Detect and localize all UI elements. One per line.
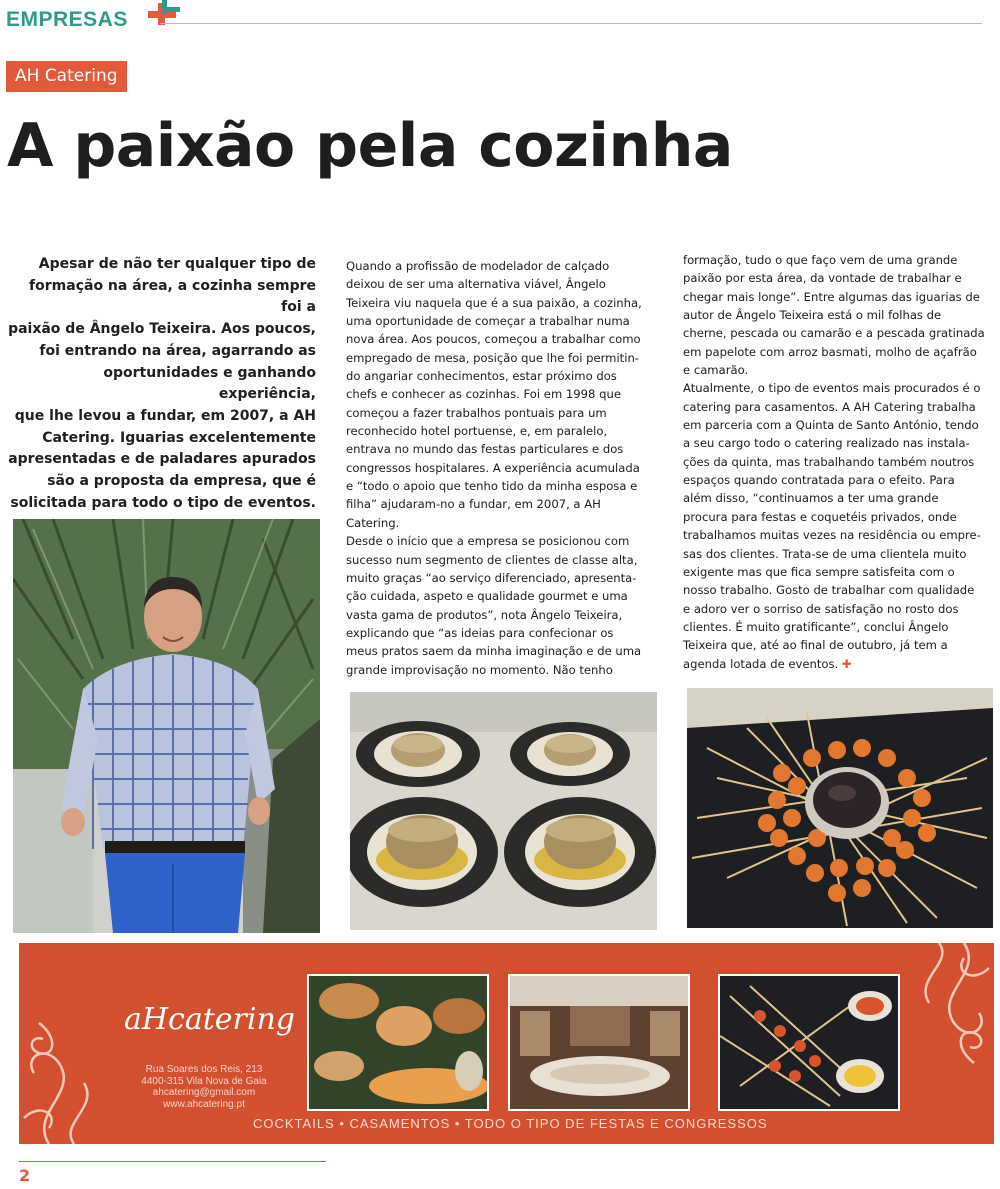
- company-logo: aHcatering: [124, 1002, 296, 1037]
- body-line: [683, 655, 990, 673]
- body-line: do angariar conhecimentos, estar próximo dos: [346, 369, 617, 384]
- body-line-text: agenda lotada de eventos.: [683, 656, 839, 671]
- address-line: Rua Soares dos Reis, 213: [145, 1064, 263, 1075]
- company-address: [109, 1064, 299, 1110]
- body-line: deixou de ser uma alternativa viável, Ângelo: [346, 277, 606, 292]
- footer-rule: [19, 1161, 326, 1162]
- body-line: chefs e conhecer as cozinhas. Foi em 1998 que: [346, 387, 621, 402]
- body-line: procura para festas e coquetéis privados, onde: [683, 509, 957, 524]
- body-line: reconhecido hotel portuense, e, em paralelo,: [346, 424, 608, 439]
- body-line: exigente mas que fica sempre satisfeita com o: [683, 564, 955, 579]
- body-line: sas dos clientes. Trata-se de uma clientela muito: [683, 546, 967, 561]
- body-line: ção cuidada, aspeto e qualidade gourmet e uma: [346, 589, 628, 604]
- body-line: sucesso num segmento de clientes de classe alta,: [346, 552, 638, 567]
- body-line: Teixeira viu naquela que é a sua paixão, a cozinha,: [346, 295, 642, 310]
- lead-paragraph: [8, 254, 316, 514]
- body-line: e adoro ver o sorriso de satisfação no rosto dos: [683, 601, 959, 616]
- swirl-ornament-right-icon: [904, 943, 994, 1144]
- lead-line: formação na área, a cozinha sempre foi a: [29, 277, 316, 316]
- body-line: uma oportunidade de começar a trabalhar numa: [346, 314, 630, 329]
- swirl-ornament-left-icon: [19, 943, 109, 1144]
- lead-line: oportunidades e ganhando experiência,: [103, 364, 316, 403]
- body-line: nosso trabalho. Gosto de trabalhar com qualidade: [683, 583, 975, 598]
- body-line: ções da quinta, mas trabalhando também noutros: [683, 454, 975, 469]
- body-line: espaços quando contratada para o efeito. Para: [683, 473, 955, 488]
- lead-line: que lhe levou a fundar, em 2007, a AH: [14, 407, 316, 424]
- address-line: 4400-315 Vila Nova de Gaia: [141, 1075, 267, 1087]
- company-tag: AH Catering: [6, 61, 127, 92]
- body-line: muito graças “ao serviço diferenciado, apresenta-: [346, 570, 637, 585]
- body-line: cherne, pescada ou camarão e a pescada gratinada: [683, 326, 985, 341]
- end-mark-icon: ✚: [841, 656, 852, 671]
- advertisement-banner: [19, 943, 994, 1144]
- body-line: a seu cargo todo o catering realizado nas instala-: [683, 436, 970, 451]
- body-column-right: [683, 251, 990, 673]
- body-line: entrava no mundo das festas particulares e dos: [346, 442, 624, 457]
- lead-line: apresentadas e de paladares apurados: [8, 451, 316, 468]
- body-line: chegar mais longe”. Entre algumas das iguarias de: [683, 289, 980, 304]
- body-line: e “todo o apoio que tenho tido da minha esposa e: [346, 479, 638, 494]
- lead-line: foi entrando na área, agarrando as: [39, 342, 316, 359]
- body-line: filha” ajudaram-no a fundar, em 2007, a AH: [346, 497, 601, 512]
- banner-tagline: COCKTAILS • CASAMENTOS • TODO O TIPO DE FESTAS E CONGRESSOS: [253, 1116, 768, 1131]
- photo-plated-dishes: [350, 692, 657, 930]
- lead-line: paixão de Ângelo Teixeira. Aos poucos,: [8, 321, 316, 338]
- body-line: meus pratos saem da minha imaginação e de uma: [346, 644, 642, 659]
- body-line: além disso, “continuamos a ter uma grande: [683, 491, 939, 506]
- section-title: EMPRESAS: [6, 8, 128, 31]
- body-line: começou a fazer trabalhos pontuais para um: [346, 405, 607, 420]
- banner-photo-food: [307, 974, 489, 1111]
- body-line: nova área. Aos poucos, começou a trabalhar como: [346, 332, 641, 347]
- headline: A paixão pela cozinha: [7, 111, 733, 181]
- body-line: vasta gama de produtos”, nota Ângelo Teixeira,: [346, 607, 623, 622]
- lead-line: solicitada para todo o tipo de eventos.: [10, 494, 316, 511]
- header-rule: [160, 23, 982, 24]
- lead-line: são a proposta da empresa, que é: [47, 473, 316, 490]
- body-line: paixão por esta área, da vontade de trabalhar e: [683, 271, 962, 286]
- body-line: Quando a profissão de modelador de calçado: [346, 259, 610, 273]
- lead-line: Catering. Iguarias excelentemente: [42, 429, 316, 446]
- lead-line: Apesar de não ter qualquer tipo de: [38, 256, 316, 272]
- body-line: autor de Ângelo Teixeira está o mil folhas de: [683, 308, 942, 323]
- body-line: trabalhamos muitas vezes na residência ou empre-: [683, 528, 981, 543]
- body-line: formação, tudo o que faço vem de uma grande: [683, 253, 958, 267]
- plus-logo-icon: [145, 0, 181, 30]
- email-text: ahcatering@gmail.com: [152, 1087, 256, 1098]
- body-line: Catering.: [346, 515, 400, 530]
- body-line: explicando que “as ideias para confecionar os: [346, 625, 614, 640]
- body-line: grande improvisação no momento. Não tenho: [346, 662, 613, 677]
- banner-photo-venue: [508, 974, 690, 1111]
- photo-skewers-platter: [687, 688, 993, 928]
- body-line: em papelote com arroz basmati, molho de açafrão: [683, 344, 977, 359]
- body-line: em parceria com a Quinta de Santo António, tendo: [683, 418, 979, 433]
- banner-photo-skewers: [718, 974, 900, 1111]
- page-number: 2: [19, 1166, 31, 1185]
- website-text: www.ahcatering.pt: [163, 1098, 245, 1110]
- body-line: Desde o início que a empresa se posicionou com: [346, 534, 630, 549]
- photo-angelo-teixeira: [13, 519, 320, 933]
- body-line: Atualmente, o tipo de eventos mais procurados é o: [683, 381, 981, 396]
- body-line: clientes. É muito gratificante”, conclui Ângelo: [683, 619, 949, 634]
- body-column-middle: [346, 257, 656, 679]
- body-line: catering para casamentos. A AH Catering trabalha: [683, 399, 976, 414]
- body-line: Teixeira que, até ao final de outubro, já tem a: [683, 638, 948, 653]
- body-line: empregado de mesa, posição que lhe foi permitin-: [346, 350, 639, 365]
- body-line: congressos hospitalares. A experiência acumulada: [346, 460, 640, 475]
- body-line: e camarão.: [683, 363, 749, 378]
